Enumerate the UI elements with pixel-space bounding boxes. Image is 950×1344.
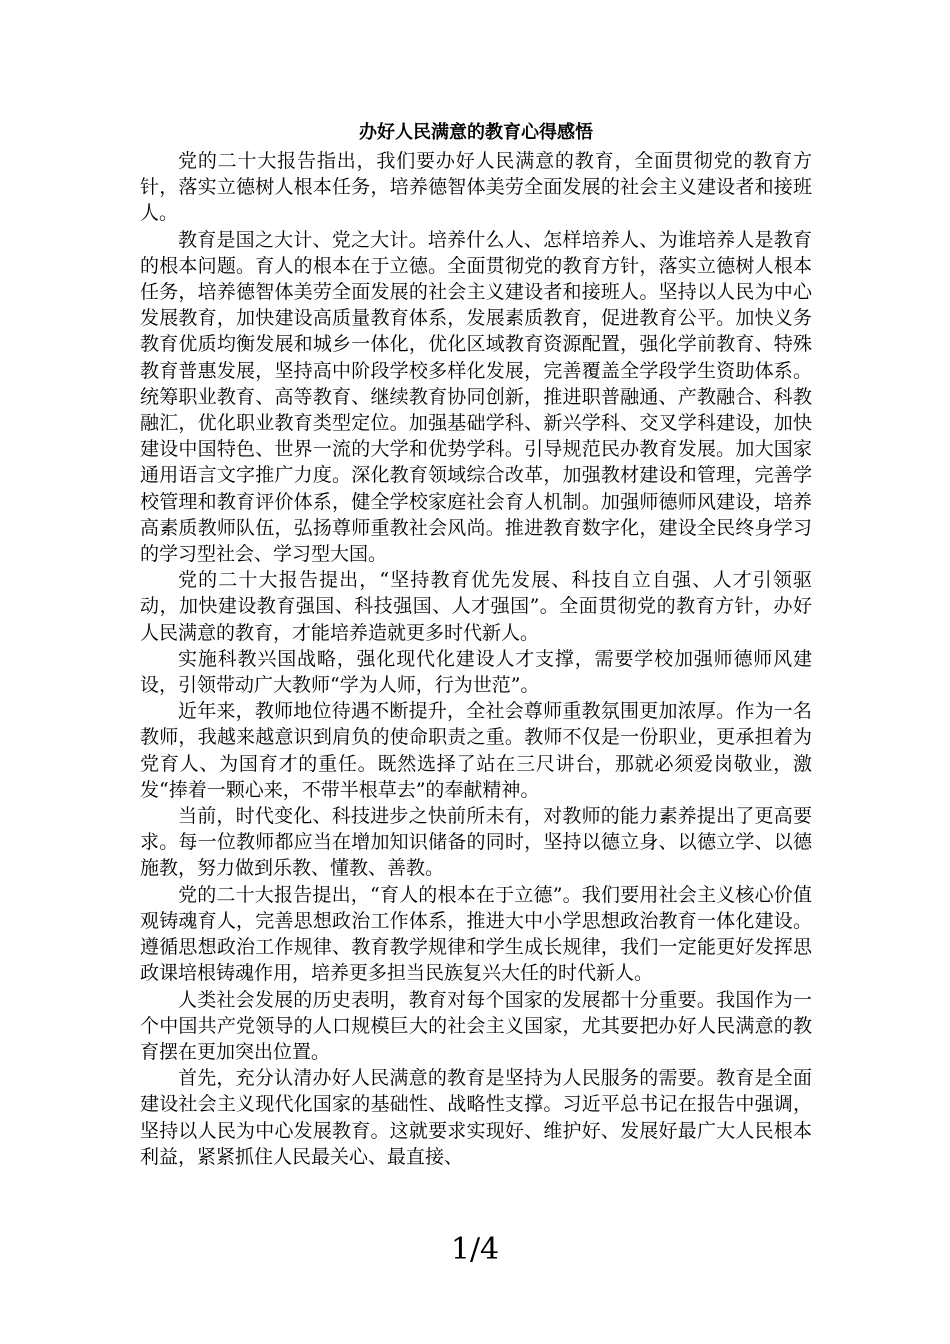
paragraph-4: 实施科教兴国战略，强化现代化建设人才支撑，需要学校加强师德师风建设，引领带动广大教师“学为人师，行为世范”。 [140,647,812,697]
paragraph-9: 首先，充分认清办好人民满意的教育是坚持为人民服务的需要。教育是全面建设社会主义现代化国家的基础性、战略性支撑。习近平总书记在报告中强调，坚持以人民为中心发展教育。这就要求实现好、维护好、发展好最广大人民根本利益，紧紧抓住人民最关心、最直接、 [140,1067,812,1168]
paragraph-5: 近年来，教师地位待遇不断提升，全社会尊师重教氛围更加浓厚。作为一名教师，我越来越意识到肩负的使命职责之重。教师不仅是一份职业，更承担着为党育人、为国育才的重任。既然选择了站在三尺讲台，那就必须爱岗敬业，激发“捧着一颗心来，不带半根草去”的奉献精神。 [140,700,812,801]
paragraph-7: 党的二十大报告提出，“育人的根本在于立德”。我们要用社会主义核心价值观铸魂育人，完善思想政治工作体系，推进大中小学思想政治教育一体化建设。遵循思想政治工作规律、教育教学规律和学生成长规律，我们一定能更好发挥思政课培根铸魂作用，培养更多担当民族复兴大任的时代新人。 [140,883,812,985]
paragraph-2: 教育是国之大计、党之大计。培养什么人、怎样培养人、为谁培养人是教育的根本问题。育人的根本在于立德。全面贯彻党的教育方针，落实立德树人根本任务，培养德智体美劳全面发展的社会主义建设者和接班人。坚持以人民为中心发展教育，加快建设高质量教育体系，发展素质教育，促进教育公平。加快义务教育优质均衡发展和城乡一体化，优化区域教育资源配置，强化学前教育、特殊教育普惠发展，坚持高中阶段学校多样化发展，完善覆盖全学段学生资助体系。统筹职业教育、高等教育、继续教育协同创新，推进职普融通、产教融合、科教融汇，优化职业教育类型定位。加强基础学科、新兴学科、交叉学科建设，加快建设中国特色、世界一流的大学和优势学科。引导规范民办教育发展。加大国家通用语言文字推广力度。深化教育领域综合改革，加强教材建设和管理，完善学校管理和教育评价体系，健全学校家庭社会育人机制。加强师德师风建设，培养高素质教师队伍，弘扬尊师重教社会风尚。推进教育数字化，建设全民终身学习的学习型社会、学习型大国。 [140,228,812,566]
paragraph-1: 党的二十大报告指出，我们要办好人民满意的教育，全面贯彻党的教育方针，落实立德树人根本任务，培养德智体美劳全面发展的社会主义建设者和接班人。 [140,150,812,225]
page-number: 1/4 [450,1232,500,1267]
document-body [140,120,812,1170]
paragraph-6: 当前，时代变化、科技进步之快前所未有，对教师的能力素养提出了更高要求。每一位教师都应当在增加知识储备的同时，坚持以德立身、以德立学、以德施教，努力做到乐教、懂教、善教。 [140,805,812,880]
document-title: 办好人民满意的教育心得感悟 [359,122,593,143]
paragraph-8: 人类社会发展的历史表明，教育对每个国家的发展都十分重要。我国作为一个中国共产党领导的人口规模巨大的社会主义国家，尤其要把办好人民满意的教育摆在更加突出位置。 [140,988,812,1063]
paragraph-3: 党的二十大报告提出，“坚持教育优先发展、科技自立自强、人才引领驱动，加快建设教育强国、科技强国、人才强国”。全面贯彻党的教育方针，办好人民满意的教育，才能培养造就更多时代新人。 [140,569,812,644]
